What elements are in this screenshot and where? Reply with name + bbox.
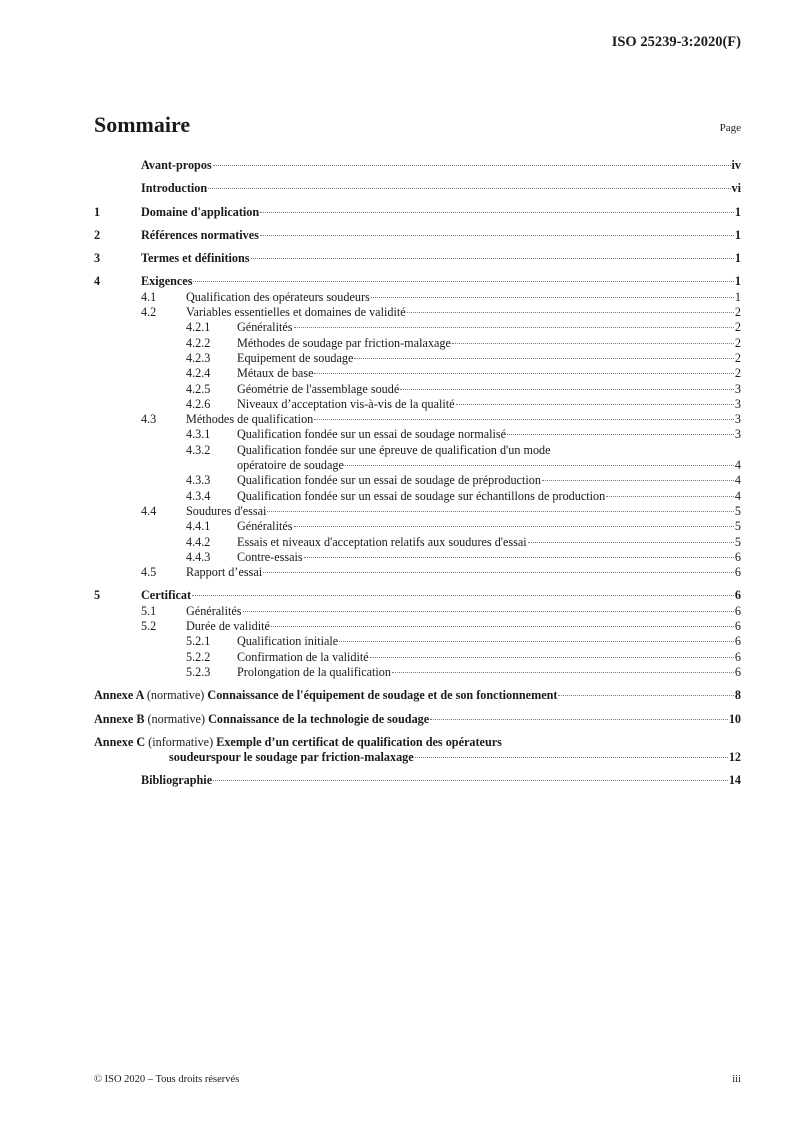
toc-entry[interactable]: [94, 397, 741, 412]
toc-page-number: 3: [734, 412, 741, 427]
dot-leader: [304, 557, 734, 558]
toc-page-number: iv: [731, 158, 741, 172]
toc-entry-title: Métaux de base: [237, 366, 314, 381]
toc-entry-title: Méthodes de soudage par friction-malaxage: [237, 335, 451, 350]
toc-entry[interactable]: [94, 519, 741, 534]
toc-entry[interactable]: [94, 535, 741, 550]
toc-page-number: 1: [734, 227, 741, 242]
dot-leader: [400, 389, 734, 390]
toc-page-number: 5: [734, 503, 741, 518]
toc-page-number: 2: [734, 320, 741, 335]
toc-page-number: 6: [734, 603, 741, 618]
annex-type: (informative): [148, 734, 214, 749]
toc-entry-title: Bibliographie: [141, 773, 213, 788]
footer-page-number: iii: [732, 1074, 741, 1085]
toc-page-number: 2: [734, 366, 741, 381]
toc-page-number: 3: [734, 396, 741, 411]
toc-entry-number: 5.2.3: [186, 664, 211, 679]
toc-entry-number: 4.2.2: [186, 335, 211, 350]
toc-page-number: 6: [734, 634, 741, 649]
dot-leader: [392, 672, 734, 673]
toc-entry[interactable]: [94, 565, 741, 580]
toc-entry[interactable]: [94, 274, 741, 289]
dot-leader: [371, 297, 734, 298]
dot-leader: [260, 235, 734, 236]
toc-entry-number: 4: [94, 274, 101, 289]
toc-entry-title: Géométrie de l'assemblage soudé: [237, 381, 400, 396]
toc-entry-number: 3: [94, 251, 101, 266]
dot-leader: [208, 188, 730, 189]
toc-entry-title: Références normatives: [141, 227, 259, 242]
toc-entry-title: Prolongation de la qualification: [237, 664, 391, 679]
dot-leader: [354, 358, 733, 359]
toc-entry[interactable]: [94, 688, 741, 703]
dot-leader: [415, 757, 728, 758]
toc-entry-title: Qualification fondée sur un essai de soudage de préproduction: [237, 473, 541, 488]
toc-entry[interactable]: [94, 665, 741, 680]
toc-entry[interactable]: [94, 489, 741, 504]
toc-entry[interactable]: [94, 382, 741, 397]
toc-entry[interactable]: [94, 427, 741, 442]
toc-entry-title: Qualification fondée sur un essai de soudage normalisé: [237, 427, 507, 442]
annex-type: (normative): [147, 711, 206, 726]
toc-entry[interactable]: [94, 750, 741, 765]
annex-type: (normative): [146, 688, 205, 703]
toc-page-number: 5: [734, 519, 741, 534]
toc-entry[interactable]: [94, 290, 741, 305]
toc-entry[interactable]: [94, 320, 741, 335]
dot-leader: [430, 719, 728, 720]
toc-entry-title: Avant-propos: [141, 158, 212, 172]
dot-leader: [452, 343, 734, 344]
dot-leader: [507, 434, 734, 435]
toc-entry-number: 5.2.1: [186, 634, 211, 649]
table-of-contents: [94, 158, 741, 789]
dot-leader: [407, 312, 734, 313]
toc-page-number: 1: [734, 289, 741, 304]
toc-entry[interactable]: [94, 366, 741, 381]
dot-leader: [260, 212, 734, 213]
toc-page-number: 4: [734, 458, 741, 473]
toc-page-number: 2: [734, 335, 741, 350]
toc-page-number: 1: [734, 251, 741, 266]
toc-entry[interactable]: [94, 412, 741, 427]
toc-entry[interactable]: [94, 336, 741, 351]
footer-copyright: © ISO 2020 – Tous droits réservés: [94, 1074, 240, 1085]
toc-page-number: 4: [734, 473, 741, 488]
toc-entry-title: Généralités: [237, 320, 293, 335]
toc-entry-title: Termes et définitions: [141, 251, 250, 266]
toc-entry[interactable]: [94, 228, 741, 243]
dot-leader: [314, 373, 733, 374]
toc-entry-number: 4.2.4: [186, 366, 211, 381]
dot-leader: [192, 595, 734, 596]
toc-entry[interactable]: [94, 588, 741, 603]
toc-page-number: 6: [734, 664, 741, 679]
toc-entry[interactable]: [94, 305, 741, 320]
toc-page-number: 1: [734, 274, 741, 289]
toc-entry-title: Introduction: [141, 181, 208, 196]
dot-leader: [345, 465, 734, 466]
annex-title: Exemple d’un certificat de qualification des opérateurs: [216, 734, 502, 749]
toc-page-number: 2: [734, 305, 741, 320]
toc-entry-title: Certificat: [141, 588, 192, 603]
toc-page-number: 1: [734, 204, 741, 219]
dot-leader: [528, 542, 734, 543]
toc-page-number: 6: [734, 649, 741, 664]
toc-entry[interactable]: [94, 712, 741, 727]
toc-entry-number: 4.2.3: [186, 350, 211, 365]
toc-entry-title: opératoire de soudage: [237, 458, 344, 473]
toc-entry-title: Généralités: [186, 603, 242, 618]
dot-leader: [213, 165, 731, 166]
toc-entry-title: Qualification fondée sur un essai de soudage sur échantillons de production: [237, 488, 606, 503]
document-id: ISO 25239-3:2020(F): [611, 34, 741, 50]
toc-entry-title: [94, 712, 429, 727]
toc-entry-title: Durée de validité: [186, 619, 270, 634]
toc-entry-title: Confirmation de la validité: [237, 649, 369, 664]
dot-leader: [456, 404, 734, 405]
toc-entry[interactable]: [94, 158, 741, 173]
toc-entry-number: 5.2: [141, 619, 157, 634]
toc-entry[interactable]: [94, 634, 741, 649]
dot-leader: [294, 526, 734, 527]
toc-entry[interactable]: [94, 735, 741, 750]
toc-entry[interactable]: [94, 504, 741, 519]
toc-page-number: 3: [734, 381, 741, 396]
toc-page-number: 5: [734, 534, 741, 549]
toc-entry-title: Qualification des opérateurs soudeurs: [186, 289, 370, 304]
toc-entry[interactable]: [94, 458, 741, 473]
annex-label: Annexe A: [94, 688, 144, 703]
toc-entry-number: 4.4: [141, 503, 157, 518]
toc-entry[interactable]: [94, 443, 741, 458]
toc-entry[interactable]: [94, 773, 741, 788]
toc-page-number: 4: [734, 488, 741, 503]
toc-entry-number: 5: [94, 588, 101, 603]
toc-page-number: vi: [731, 181, 741, 196]
toc-entry-title: Domaine d'application: [141, 204, 260, 219]
toc-entry-title: Rapport d’essai: [186, 565, 263, 580]
toc-page-number: 12: [728, 750, 741, 765]
toc-page-number: 14: [728, 773, 741, 788]
toc-entry-title: [94, 688, 557, 703]
toc-entry[interactable]: [94, 205, 741, 220]
toc-entry-number: 4.5: [141, 565, 157, 580]
toc-entry-number: 5.1: [141, 603, 157, 618]
toc-entry-title: Qualification fondée sur une épreuve de qualification d'un mode: [237, 442, 551, 457]
dot-leader: [263, 572, 734, 573]
toc-entry-title: Equipement de soudage: [237, 350, 354, 365]
toc-entry-title: Niveaux d’acceptation vis-à-vis de la qualité: [237, 396, 455, 411]
annex-label: Annexe C: [94, 734, 146, 749]
toc-entry-title: [94, 735, 502, 750]
dot-leader: [271, 626, 734, 627]
page-title: Sommaire: [94, 112, 191, 137]
toc-page-number: 6: [734, 565, 741, 580]
dot-leader: [606, 496, 734, 497]
annex-title: Connaissance de la technologie de soudage: [208, 711, 430, 726]
toc-entry[interactable]: [94, 550, 741, 565]
toc-entry-number: 4.2.5: [186, 381, 211, 396]
toc-entry-number: 4.3.1: [186, 427, 211, 442]
toc-entry-number: 4.2.1: [186, 320, 211, 335]
page-column-label: Page: [719, 122, 741, 134]
toc-entry-number: 4.3.3: [186, 473, 211, 488]
toc-entry-number: 1: [94, 204, 101, 219]
toc-entry-title: Qualification initiale: [237, 634, 339, 649]
toc-entry-title: Soudures d'essai: [186, 503, 267, 518]
toc-entry-number: 4.2: [141, 305, 157, 320]
toc-entry-title: Généralités: [237, 519, 293, 534]
toc-entry-number: 4.1: [141, 289, 157, 304]
dot-leader: [339, 641, 734, 642]
toc-entry-number: 4.3.4: [186, 488, 211, 503]
toc-entry-number: 4.4.1: [186, 519, 211, 534]
toc-page-number: 8: [734, 688, 741, 703]
dot-leader: [251, 258, 734, 259]
toc-entry-number: 4.4.3: [186, 549, 211, 564]
toc-entry-number: 4.4.2: [186, 534, 211, 549]
toc-page-number: 3: [734, 427, 741, 442]
toc-page-number: 6: [734, 588, 741, 603]
toc-entry-title: Essais et niveaux d'acceptation relatifs aux soudures d'essai: [237, 534, 527, 549]
toc-entry[interactable]: [94, 619, 741, 634]
toc-entry[interactable]: [94, 181, 741, 196]
dot-leader: [294, 327, 734, 328]
dot-leader: [193, 281, 733, 282]
dot-leader: [314, 419, 734, 420]
toc-entry[interactable]: [94, 251, 741, 266]
dot-leader: [213, 780, 728, 781]
toc-entry-number: 4.3: [141, 412, 157, 427]
toc-entry-number: 4.3.2: [186, 442, 211, 457]
toc-entry[interactable]: [94, 650, 741, 665]
toc-entry-title: Méthodes de qualification: [186, 412, 314, 427]
dot-leader: [542, 480, 734, 481]
toc-entry-number: 4.2.6: [186, 396, 211, 411]
dot-leader: [267, 511, 734, 512]
annex-label: Annexe B: [94, 711, 145, 726]
toc-page-number: 10: [728, 711, 741, 726]
toc-page-number: 6: [734, 549, 741, 564]
toc-entry-title: Variables essentielles et domaines de validité: [186, 305, 406, 320]
dot-leader: [243, 611, 734, 612]
toc-page-number: 2: [734, 350, 741, 365]
toc-entry-number: 5.2.2: [186, 649, 211, 664]
toc-page-number: 6: [734, 619, 741, 634]
annex-title: Connaissance de l'équipement de soudage et de son fonctionnement: [207, 688, 558, 703]
toc-entry[interactable]: [94, 604, 741, 619]
dot-leader: [558, 695, 733, 696]
toc-entry-title: Contre-essais: [237, 549, 303, 564]
toc-entry-title-continued: soudeurspour le soudage par friction-malaxage: [169, 750, 414, 765]
toc-entry[interactable]: [94, 351, 741, 366]
toc-entry-title: Exigences: [141, 274, 193, 289]
toc-entry[interactable]: [94, 473, 741, 488]
toc-entry-number: 2: [94, 227, 101, 242]
dot-leader: [370, 657, 734, 658]
